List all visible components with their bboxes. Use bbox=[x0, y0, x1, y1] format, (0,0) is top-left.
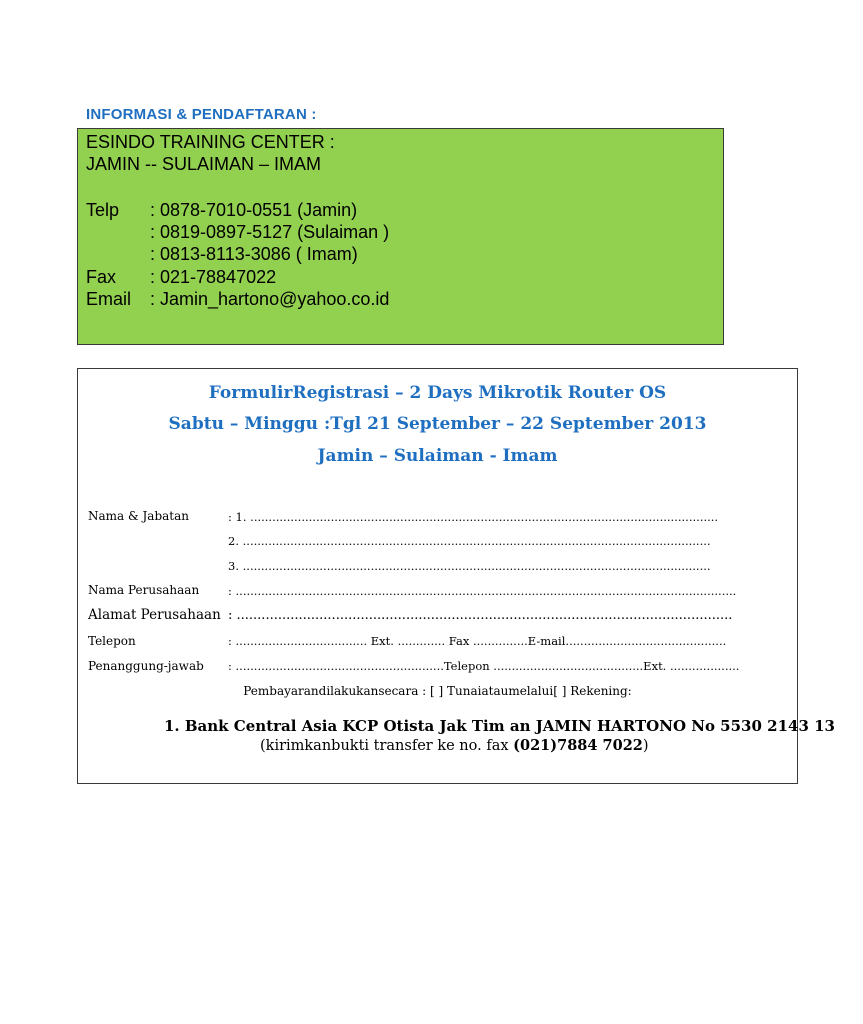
training-center-name: ESINDO TRAINING CENTER : bbox=[86, 132, 335, 152]
contact-value: : 021-78847022 bbox=[150, 267, 277, 287]
contact-value: : Jamin_hartono@yahoo.co.id bbox=[150, 289, 390, 309]
transfer-note-fax: (021)7884 7022 bbox=[513, 737, 643, 754]
label-alamat-perusahaan: Alamat Perusahaan bbox=[88, 607, 221, 623]
field-nama-jabatan-2[interactable]: 2. ................................................................................................................................ bbox=[228, 534, 711, 548]
transfer-note-prefix: (kirimkanbukti transfer ke no. fax bbox=[260, 738, 514, 754]
contact-fax bbox=[86, 266, 277, 289]
label-nama-perusahaan: Nama Perusahaan bbox=[88, 583, 200, 597]
contact-email bbox=[86, 288, 390, 311]
form-subtitle-trainers: Jamin – Sulaiman - Imam bbox=[317, 446, 558, 466]
contact-label: Telp bbox=[86, 200, 120, 220]
contact-value: : 0819-0897-5127 (Sulaiman ) bbox=[150, 222, 390, 242]
form-title: FormulirRegistrasi – 2 Days Mikrotik Router OS bbox=[208, 383, 667, 403]
registration-form bbox=[77, 368, 835, 784]
form-subtitle-date: Sabtu – Minggu :Tgl 21 September – 22 September 2013 bbox=[168, 414, 707, 434]
field-telepon[interactable]: : .................................... Ext. ............. Fax ...............E-mail............................................ bbox=[228, 634, 727, 648]
contact-value: : 0878-7010-0551 (Jamin) bbox=[150, 200, 358, 220]
field-alamat-perusahaan[interactable]: : ........................................................................................................................ bbox=[228, 608, 733, 623]
transfer-note-suffix: ) bbox=[642, 738, 649, 754]
contact-phone-3 bbox=[86, 243, 358, 266]
field-nama-perusahaan[interactable]: : ......................................................................................................................................... bbox=[228, 584, 737, 598]
info-heading: INFORMASI & PENDAFTARAN : bbox=[86, 106, 317, 123]
contact-info-box bbox=[77, 128, 724, 345]
label-telepon: Telepon bbox=[88, 634, 136, 648]
bank-account: 1. Bank Central Asia KCP Otista Jak Tim an JAMIN HARTONO No 5530 2143 13 bbox=[164, 717, 835, 735]
label-nama-jabatan: Nama & Jabatan bbox=[88, 509, 190, 523]
trainer-names: JAMIN -- SULAIMAN – IMAM bbox=[86, 154, 322, 174]
contact-label: Fax bbox=[86, 267, 117, 287]
payment-method: Pembayarandilakukansecara : [ ] Tunaiataumelalui[ ] Rekening: bbox=[243, 684, 632, 698]
contact-phone-2 bbox=[86, 221, 390, 244]
contact-phone-1 bbox=[86, 199, 358, 222]
field-penanggung-jawab[interactable]: : .........................................................Telepon .........................................Ext. ................... bbox=[228, 659, 740, 673]
contact-label: Email bbox=[86, 289, 132, 309]
label-penanggung-jawab: Penanggung-jawab bbox=[88, 659, 204, 673]
contact-value: : 0813-8113-3086 ( Imam) bbox=[150, 244, 358, 264]
field-nama-jabatan-1[interactable]: : 1. ................................................................................................................................ bbox=[228, 510, 719, 524]
transfer-note bbox=[260, 737, 649, 754]
field-nama-jabatan-3[interactable]: 3. ................................................................................................................................ bbox=[228, 559, 711, 573]
